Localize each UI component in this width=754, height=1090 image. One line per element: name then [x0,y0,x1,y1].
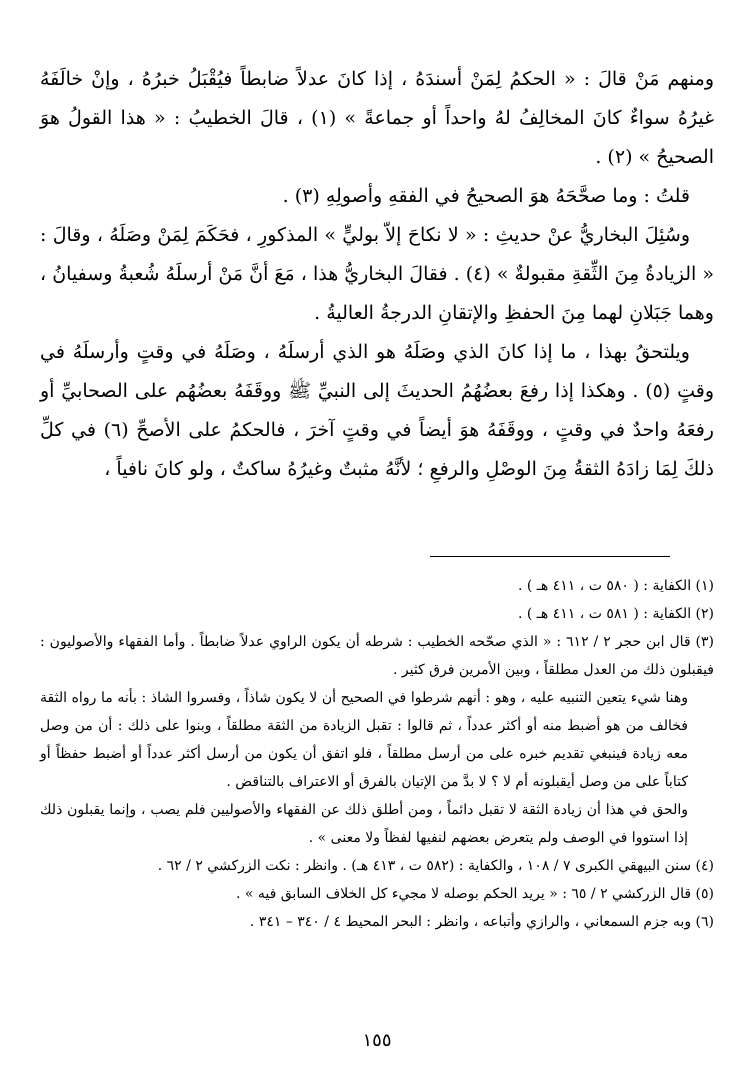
main-paragraph: ويلتحقُ بهذا ، ما إذا كانَ الذي وصَلَهُ هو الذي أرسلَهُ ، وصَلَهُ في وقتٍ وأرسلَهُ في وقتٍ (٥) . وهكذا إذا رفعَ بعضُهُمُ الحديثَ إلى النبيِّ ﷺ ووقَفَهُ بعضُهُم على الصحابيِّ أو رفعَهُ واحدٌ في وقتٍ ، ووقَفَهُ هوَ أيضاً في وقتٍ آخرَ ، فالحكمُ على الأصحِّ (٦) في كلِّ ذلكَ لِمَا زادَهُ الثقةُ مِنَ الوصْلِ والرفعِ ؛ لأنَّهُ مثبتٌ وغيرُهُ ساكتٌ ، ولو كانَ نافياً ، [40,341,714,480]
footnote: (٦) وبه جزم السمعاني ، والرازي وأتباعه ، وانظر : البحر المحيط ٤ / ٣٤٠ – ٣٤١ . [249,914,714,930]
footnotes [40,572,714,936]
footnote-separator [430,556,670,557]
footnote: (١) الكفاية : ( ٥٨٠ ت ، ٤١١ هـ ) . [517,578,714,594]
main-paragraph: ومنهم مَنْ قالَ : « الحكمُ لِمَنْ أسندَهُ ، إذا كانَ عدلاً ضابطاً فيُقْبَلُ خبرُهُ ، وإنْ خالَفَهُ غيرُهُ سواءٌ كانَ المخالِفُ لهُ واحداً أو جماعةً » (١) ، قالَ الخطيبُ : « هذا القولُ هوَ الصحيحُ » (٢) . [40,68,714,168]
footnote-continuation: وهنا شيء يتعين التنبيه عليه ، وهو : أنهم شرطوا في الصحيح أن لا يكون شاذاً ، وفسروا الشاذ : بأنه ما رواه الثقة فخالف من هو أضبط منه أو أكثر عدداً ، ثم قالوا : تقبل الزيادة من الثقة مطلقاً ، وبنوا على ذلك : أن من وصل معه زيادة فينبغي تقديم خبره على من أرسل مطلقاً ، فلو اتفق أن يكون من أرسل أكثر عدداً أو أضبط حفظاً أو كتاباً على من وصل أيقبلونه أم لا ؟ لا بدَّ من الإتيان بالفرق أو الاعتراف بالتناقض . [40,690,689,790]
footnote: (٣) قال ابن حجر ٢ / ٦١٢ : « الذي صحّحه الخطيب : شرطه أن يكون الراوي عدلاً ضابطاً . وأما الفقهاء والأصوليون : فيقبلون ذلك من العدل مطلقاً ، وبين الأمرين فرق كثير . [40,634,714,678]
footnote-continuation: والحق في هذا أن زيادة الثقة لا تقبل دائماً ، ومن أطلق ذلك عن الفقهاء والأصوليين فلم يصب ، وإنما يقبلون ذلك إذا استووا في الوصف ولم يتعرض بعضهم لنفيها لفظاً ولا معنى » . [40,802,688,846]
footnote: (٢) الكفاية : ( ٥٨١ ت ، ٤١١ هـ ) . [517,606,714,622]
footnote: (٥) قال الزركشي ٢ / ٦٥ : « يريد الحكم بوصله لا مجيء كل الخلاف السابق فيه » . [235,886,714,902]
footnote: (٤) سنن البيهقي الكبرى ٧ / ١٠٨ ، والكفاية : (٥٨٢ ت ، ٤١٣ هـ) . وانظر : نكت الزركشي ٢ / ٦٢ . [157,858,714,874]
main-text [40,60,714,489]
page-number: ١٥٥ [362,1030,392,1051]
main-paragraph: قلتُ : وما صحَّحَهُ هوَ الصحيحُ في الفقهِ وأصولِهِ (٣) . [282,185,690,207]
main-paragraph: وسُئِلَ البخاريُّ عنْ حديثِ : « لا نكاحَ إلاّ بوليٍّ » المذكورِ ، فحَكَمَ لِمَنْ وصَلَهُ ، وقالَ : « الزيادةُ مِنَ الثِّقةِ مقبولةٌ » (٤) . فقالَ البخاريُّ هذا ، مَعَ أنَّ مَنْ أرسلَهُ شُعبةُ وسفيانُ ، وهما جَبَلانِ لهما مِنَ الحفظِ والإتقانِ الدرجةُ العاليةُ . [40,224,714,324]
